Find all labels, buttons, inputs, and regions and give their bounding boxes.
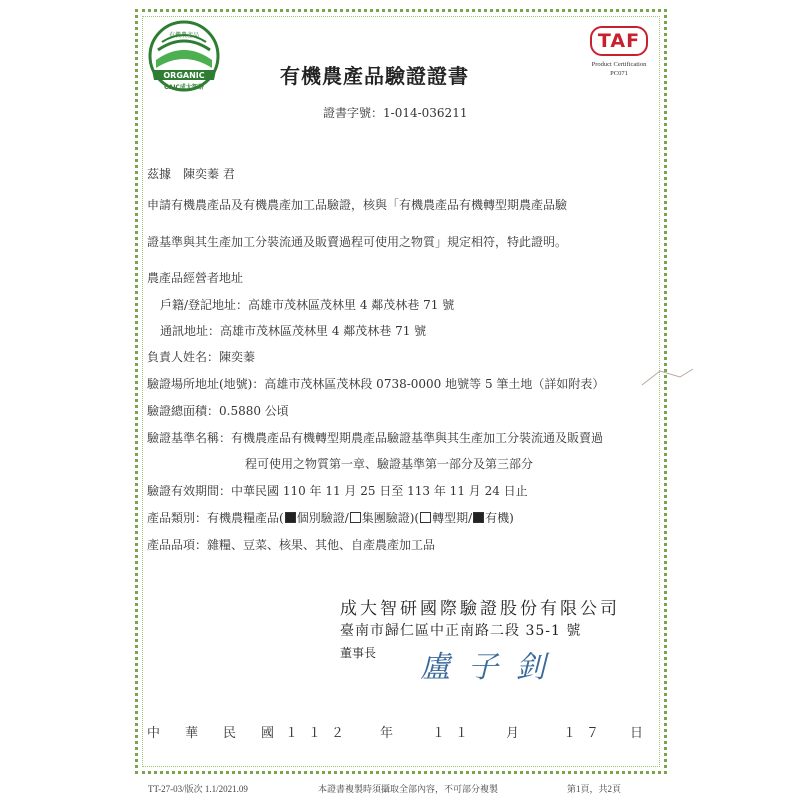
mailing-address: 通訊地址：高雄市茂林區茂林里 4 鄰茂林巷 71 號 (160, 324, 427, 338)
logo-band-text: ORGANIC (163, 71, 205, 80)
footer-notice: 本證書複製時須攝取全部內容，不可部分複製 (318, 784, 499, 794)
date-day: １７ (563, 726, 610, 741)
household-address: 戶籍/登記地址：高雄市茂林區茂林里 4 鄰茂林巷 71 號 (160, 298, 455, 312)
statement-line-1: 申請有機農產品及有機農產加工品驗證，核與「有機農產品有機轉型期農產品驗 (147, 198, 568, 212)
taf-logo-icon: TAF (590, 26, 648, 56)
taf-sub-line-2: PC071 (610, 70, 628, 77)
date-month-unit: 月 (506, 726, 520, 741)
product-items: 產品品項：雜糧、豆菜、核果、其他、自產農產加工品 (147, 538, 436, 552)
standard-line-2: 程可使用之物質第一章、驗證基準第一部分及第三部分 (245, 457, 534, 471)
signature: 盧子釗 (420, 650, 564, 685)
validity-period: 驗證有效期間：中華民國 110 年 11 月 25 日至 113 年 11 月 24 日止 (147, 484, 528, 498)
site-address: 驗證場所地址(地號)：高雄市茂林區茂林段 0738-0000 地號等 5 筆土地（詳如附表） (147, 377, 605, 391)
category-prefix: 產品類別：有機農糧產品( (147, 511, 284, 525)
checkbox-checked-icon (285, 512, 296, 523)
category-individual: 個別驗證/ (296, 511, 349, 525)
logo-bottom-text: CAIC成大智研 (164, 84, 204, 91)
issuer-role: 董事長 (340, 646, 377, 660)
logo-top-text: 有機農產品 (168, 32, 200, 39)
footer-form-number: TT-27-03/版次 1.1/2021.09 (148, 784, 248, 794)
checkbox-empty-icon (350, 512, 361, 523)
issuer-address: 臺南市歸仁區中正南路二段 35-1 號 (340, 623, 582, 639)
operator-heading: 農產品經營者地址 (147, 271, 244, 285)
date-month: １１ (432, 726, 479, 741)
category-group: 集團驗證)( (361, 511, 420, 525)
date-year-unit: 年 (380, 726, 394, 741)
taf-badge (583, 26, 655, 78)
certificate-title: 有機農產品驗證證書 (280, 64, 469, 88)
organic-cert-logo-icon (148, 20, 220, 92)
checkbox-empty-icon (420, 512, 431, 523)
recipient-line: 茲據 陳奕蓁 君 (147, 167, 235, 181)
issuer-company: 成大智研國際驗證股份有限公司 (340, 599, 620, 619)
date-day-unit: 日 (630, 726, 644, 741)
taf-subtitle (583, 60, 655, 78)
product-category (147, 510, 514, 526)
footer-page-number: 第1頁，共2頁 (567, 784, 622, 794)
standard-line-1: 驗證基準名稱：有機農產品有機轉型期農產品驗證基準與其生產加工分裝流通及販賣過 (147, 431, 604, 445)
checkbox-checked-icon (473, 512, 484, 523)
date-era: 中 華 民 國 (147, 726, 281, 741)
category-organic: 有機) (485, 511, 514, 525)
taf-sub-line-1: Product Certification (591, 61, 647, 68)
category-transition: 轉型期/ (432, 511, 473, 525)
date-year: １１２ (285, 726, 355, 741)
statement-line-2: 證基準與其生產加工分裝流通及販賣過程可使用之物質」規定相符，特此證明。 (147, 235, 568, 249)
responsible-person: 負責人姓名：陳奕蓁 (147, 350, 256, 364)
certificate-number: 證書字號：1-014-036211 (323, 106, 468, 120)
total-area: 驗證總面積：0.5880 公頃 (147, 404, 289, 418)
stamp-mark-icon (640, 367, 695, 387)
